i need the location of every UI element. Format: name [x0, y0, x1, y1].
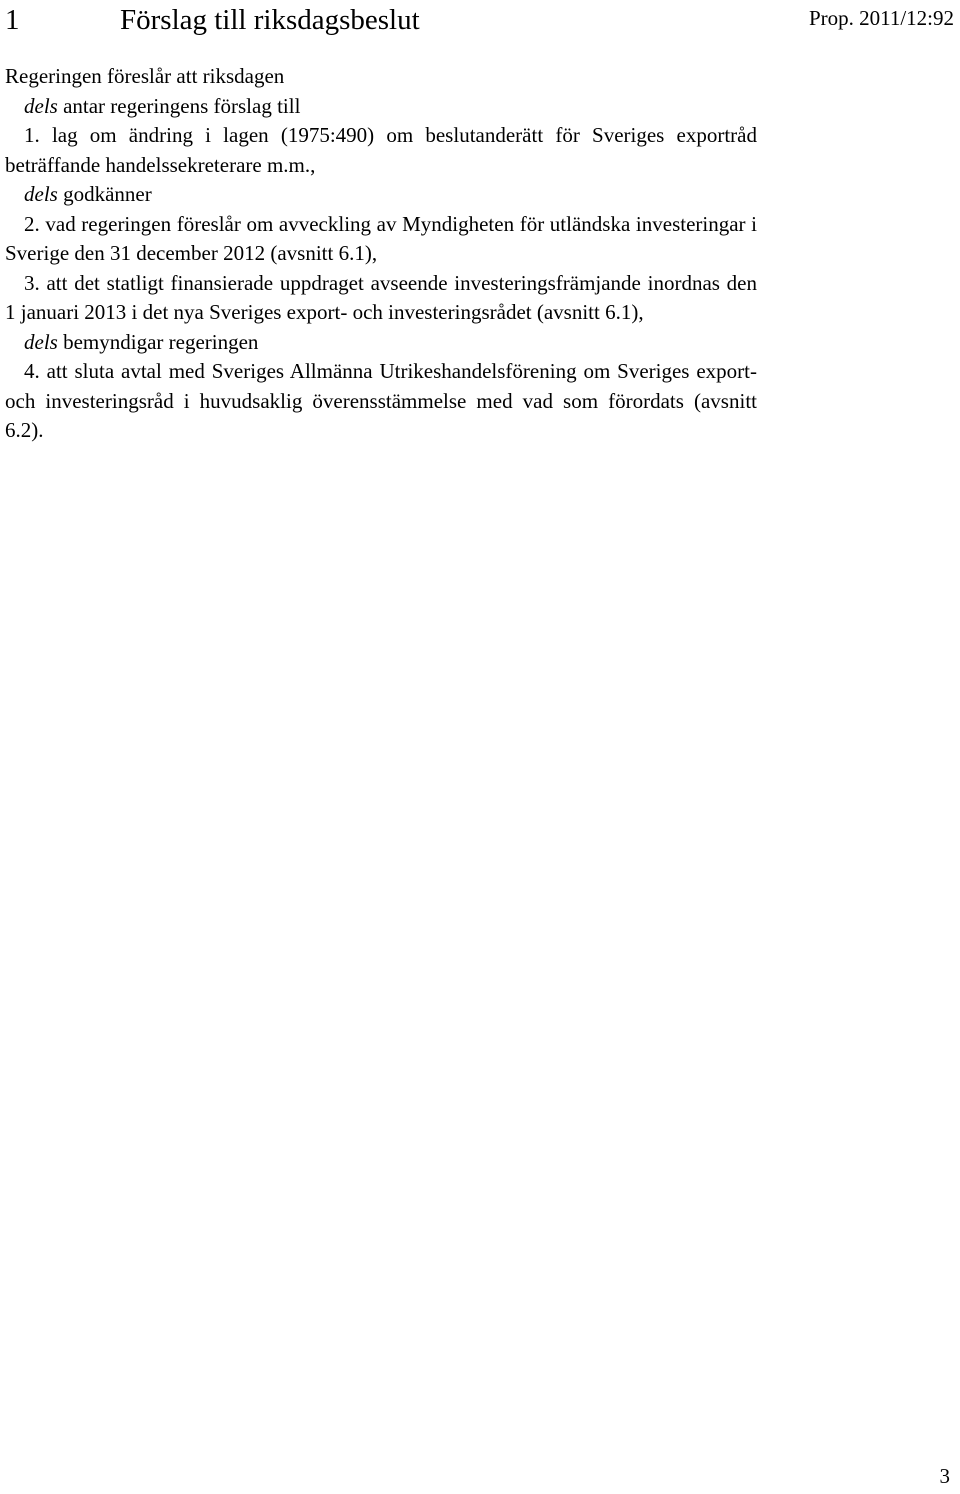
- dels-antar-line: [5, 92, 757, 122]
- dels-bemyndigar-line: [5, 328, 757, 358]
- proposal-item-2: 2. vad regeringen föreslår om avveckling av Myndigheten för utländska investeringar i Sverige den 31 december 2012 (avsnitt 6.1),: [5, 211, 757, 265]
- document-reference: Prop. 2011/12:92: [808, 6, 954, 30]
- proposal-item-4: 4. att sluta avtal med Sveriges Allmänna Utrikeshandelsförening om Sveriges export- och investeringsråd i huvudsaklig överensstämmelse med vad som förordats (avsnitt 6.2).: [5, 359, 757, 442]
- proposal-item-1: 1. lag om ändring i lagen (1975:490) om beslutanderätt för Sveriges exportråd beträffande handelssekreterare m.m.,: [5, 123, 757, 177]
- section-heading: Förslag till riksdagsbeslut: [120, 4, 420, 36]
- dels-godkanner-line: [5, 180, 757, 210]
- dels-keyword: dels: [24, 93, 58, 118]
- dels-godkanner-text: godkänner: [57, 182, 152, 206]
- proposal-body: [5, 62, 757, 446]
- dels-antar-text: antar regeringens förslag till: [57, 93, 301, 118]
- proposal-item-3: 3. att det statligt finansierade uppdraget avseende investeringsfrämjande inordnas den 1 januari 2013 i det nya Sveriges export- och investeringsrådet (avsnitt 6.1),: [5, 270, 757, 324]
- page-number: 3: [939, 1464, 950, 1488]
- dels-bemyndigar-text: bemyndigar regeringen: [57, 329, 259, 354]
- intro-line: Regeringen föreslår att riksdagen: [5, 64, 285, 88]
- section-number: 1: [5, 4, 20, 36]
- dels-keyword: dels: [24, 182, 58, 206]
- dels-keyword: dels: [24, 329, 58, 354]
